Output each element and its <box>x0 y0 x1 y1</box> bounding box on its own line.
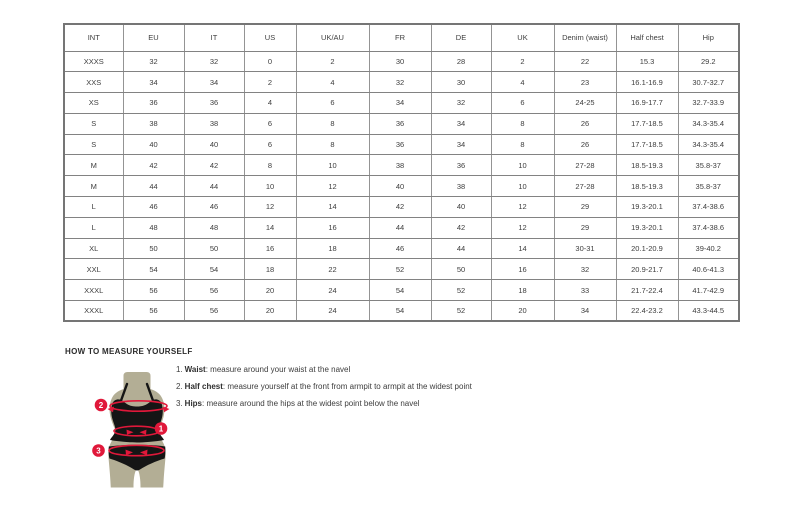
table-row <box>64 280 739 301</box>
table-cell: 42 <box>184 155 244 176</box>
table-cell: 44 <box>184 176 244 197</box>
measure-badge-chest <box>95 399 108 412</box>
table-cell: 33 <box>554 280 616 301</box>
table-cell: 20 <box>491 301 554 322</box>
step-number: 2. <box>176 382 183 391</box>
table-cell: 24 <box>296 280 369 301</box>
table-row <box>64 259 739 280</box>
table-cell: 12 <box>244 197 296 218</box>
table-cell: 21.7-22.4 <box>616 280 678 301</box>
table-cell: 20 <box>244 280 296 301</box>
step-text: : measure around the hips at the widest point below the navel <box>202 399 420 408</box>
step-label: Waist <box>184 365 206 374</box>
table-cell: 19.3-20.1 <box>616 217 678 238</box>
table-cell: 54 <box>369 280 431 301</box>
table-cell: 56 <box>123 280 184 301</box>
table-cell: 38 <box>369 155 431 176</box>
badge-number-chest: 2 <box>98 400 104 410</box>
table-cell: 50 <box>431 259 491 280</box>
table-cell: 35.8-37 <box>678 176 739 197</box>
table-cell: 40 <box>123 134 184 155</box>
table-cell: 26 <box>554 134 616 155</box>
mannequin-svg <box>79 369 189 501</box>
step-text: : measure around your waist at the navel <box>205 365 351 374</box>
size-chart-body <box>64 51 739 321</box>
column-header: UK <box>491 24 554 51</box>
table-cell: 44 <box>431 238 491 259</box>
table-cell: 16.9-17.7 <box>616 93 678 114</box>
table-cell: 8 <box>296 134 369 155</box>
table-cell: 20.1-20.9 <box>616 238 678 259</box>
table-cell: 34 <box>554 301 616 322</box>
table-cell: 43.3-44.5 <box>678 301 739 322</box>
column-header: EU <box>123 24 184 51</box>
table-cell: 12 <box>491 217 554 238</box>
column-header: Half chest <box>616 24 678 51</box>
table-cell: 16 <box>491 259 554 280</box>
table-cell: 10 <box>491 155 554 176</box>
table-cell: 2 <box>491 51 554 72</box>
table-cell: 56 <box>184 301 244 322</box>
table-cell: 16 <box>296 217 369 238</box>
table-cell: 40 <box>369 176 431 197</box>
table-cell: 50 <box>184 238 244 259</box>
table-row <box>64 217 739 238</box>
table-cell: 38 <box>123 113 184 134</box>
table-cell: 22.4-23.2 <box>616 301 678 322</box>
table-cell: 54 <box>369 301 431 322</box>
table-cell: 2 <box>296 51 369 72</box>
table-cell: 14 <box>244 217 296 238</box>
table-cell: S <box>64 134 123 155</box>
table-cell: 46 <box>369 238 431 259</box>
measure-step-waist <box>176 365 472 375</box>
table-cell: 10 <box>244 176 296 197</box>
table-cell: 17.7-18.5 <box>616 134 678 155</box>
table-cell: 36 <box>123 93 184 114</box>
badge-number-waist: 1 <box>158 424 164 434</box>
table-cell: 24-25 <box>554 93 616 114</box>
table-cell: 44 <box>123 176 184 197</box>
step-text: : measure yourself at the front from armpit to armpit at the widest point <box>222 382 472 391</box>
table-cell: 30-31 <box>554 238 616 259</box>
table-cell: 20.9-21.7 <box>616 259 678 280</box>
measure-step-hips <box>176 399 472 409</box>
measure-badge-hips <box>92 444 105 457</box>
column-header: Hip <box>678 24 739 51</box>
table-cell: 18 <box>296 238 369 259</box>
table-row <box>64 197 739 218</box>
table-cell: 32 <box>184 51 244 72</box>
table-cell: 4 <box>244 93 296 114</box>
table-cell: 56 <box>184 280 244 301</box>
table-cell: 30 <box>369 51 431 72</box>
step-label: Hips <box>184 399 203 408</box>
table-cell: 18 <box>491 280 554 301</box>
size-chart-table <box>63 23 740 322</box>
step-number: 3. <box>176 399 183 408</box>
table-cell: 44 <box>369 217 431 238</box>
table-cell: 37.4-38.6 <box>678 217 739 238</box>
table-cell: 32 <box>123 51 184 72</box>
table-cell: 22 <box>296 259 369 280</box>
table-cell: 2 <box>244 72 296 93</box>
mannequin-illustration <box>79 369 189 501</box>
table-cell: L <box>64 197 123 218</box>
table-cell: 32 <box>554 259 616 280</box>
table-cell: 52 <box>369 259 431 280</box>
table-cell: 28 <box>431 51 491 72</box>
table-cell: 34.3-35.4 <box>678 113 739 134</box>
table-cell: 24 <box>296 301 369 322</box>
table-cell: 40.6-41.3 <box>678 259 739 280</box>
table-cell: 23 <box>554 72 616 93</box>
table-cell: 18.5-19.3 <box>616 155 678 176</box>
table-row <box>64 134 739 155</box>
table-cell: 34 <box>184 72 244 93</box>
table-cell: 40 <box>184 134 244 155</box>
table-cell: 42 <box>369 197 431 218</box>
table-cell: 4 <box>491 72 554 93</box>
table-cell: XXXS <box>64 51 123 72</box>
table-cell: 19.3-20.1 <box>616 197 678 218</box>
table-cell: 52 <box>431 301 491 322</box>
measure-guide-title: HOW TO MEASURE YOURSELF <box>65 347 193 356</box>
table-cell: 20 <box>244 301 296 322</box>
header-row <box>64 24 739 51</box>
column-header: INT <box>64 24 123 51</box>
table-cell: 8 <box>296 113 369 134</box>
table-cell: 15.3 <box>616 51 678 72</box>
table-cell: 42 <box>123 155 184 176</box>
column-header: IT <box>184 24 244 51</box>
table-cell: 54 <box>184 259 244 280</box>
table-cell: 54 <box>123 259 184 280</box>
table-cell: 4 <box>296 72 369 93</box>
table-cell: XL <box>64 238 123 259</box>
table-cell: 6 <box>244 134 296 155</box>
table-cell: 46 <box>123 197 184 218</box>
table-cell: 32 <box>369 72 431 93</box>
table-row <box>64 51 739 72</box>
table-cell: 6 <box>491 93 554 114</box>
table-cell: 50 <box>123 238 184 259</box>
table-cell: 32 <box>431 93 491 114</box>
table-cell: L <box>64 217 123 238</box>
table-cell: XXS <box>64 72 123 93</box>
table-cell: 38 <box>431 176 491 197</box>
table-cell: 34 <box>431 113 491 134</box>
table-cell: M <box>64 155 123 176</box>
table-cell: 26 <box>554 113 616 134</box>
table-cell: 35.8-37 <box>678 155 739 176</box>
table-cell: S <box>64 113 123 134</box>
step-number: 1. <box>176 365 183 374</box>
table-cell: 48 <box>123 217 184 238</box>
table-cell: 36 <box>431 155 491 176</box>
badge-number-hips: 3 <box>96 446 101 456</box>
table-cell: 14 <box>296 197 369 218</box>
table-cell: 27-28 <box>554 155 616 176</box>
table-row <box>64 301 739 322</box>
table-cell: 10 <box>491 176 554 197</box>
table-cell: M <box>64 176 123 197</box>
table-row <box>64 93 739 114</box>
table-cell: 17.7-18.5 <box>616 113 678 134</box>
table-cell: XXL <box>64 259 123 280</box>
table-row <box>64 155 739 176</box>
table-cell: 37.4-38.6 <box>678 197 739 218</box>
table-cell: 30 <box>431 72 491 93</box>
table-cell: 0 <box>244 51 296 72</box>
table-cell: 52 <box>431 280 491 301</box>
table-cell: 10 <box>296 155 369 176</box>
size-chart-head <box>64 24 739 51</box>
table-cell: 40 <box>431 197 491 218</box>
column-header: Denim (waist) <box>554 24 616 51</box>
table-cell: 30.7-32.7 <box>678 72 739 93</box>
table-cell: 18.5-19.3 <box>616 176 678 197</box>
table-row <box>64 113 739 134</box>
table-cell: 32.7-33.9 <box>678 93 739 114</box>
column-header: US <box>244 24 296 51</box>
column-header: FR <box>369 24 431 51</box>
table-cell: 27-28 <box>554 176 616 197</box>
table-cell: 34.3-35.4 <box>678 134 739 155</box>
measure-badge-waist <box>155 422 168 435</box>
table-cell: 29 <box>554 217 616 238</box>
table-cell: XXXL <box>64 280 123 301</box>
table-cell: 36 <box>369 134 431 155</box>
table-row <box>64 176 739 197</box>
table-cell: 46 <box>184 197 244 218</box>
table-cell: 8 <box>491 134 554 155</box>
table-row <box>64 72 739 93</box>
table-cell: 18 <box>244 259 296 280</box>
table-cell: 14 <box>491 238 554 259</box>
table-cell: 6 <box>244 113 296 134</box>
table-cell: 8 <box>244 155 296 176</box>
measure-step-half-chest <box>176 382 472 392</box>
column-header: DE <box>431 24 491 51</box>
table-cell: 12 <box>491 197 554 218</box>
table-cell: 29 <box>554 197 616 218</box>
table-cell: 42 <box>431 217 491 238</box>
table-cell: 34 <box>369 93 431 114</box>
table-cell: 8 <box>491 113 554 134</box>
table-cell: 36 <box>369 113 431 134</box>
table-cell: 36 <box>184 93 244 114</box>
table-cell: 29.2 <box>678 51 739 72</box>
table-cell: 34 <box>431 134 491 155</box>
table-row <box>64 238 739 259</box>
table-cell: 48 <box>184 217 244 238</box>
table-cell: XS <box>64 93 123 114</box>
table-cell: XXXL <box>64 301 123 322</box>
table-cell: 34 <box>123 72 184 93</box>
table-cell: 39-40.2 <box>678 238 739 259</box>
column-header: UK/AU <box>296 24 369 51</box>
table-cell: 16 <box>244 238 296 259</box>
table-cell: 16.1-16.9 <box>616 72 678 93</box>
table-cell: 12 <box>296 176 369 197</box>
table-cell: 22 <box>554 51 616 72</box>
step-label: Half chest <box>184 382 223 391</box>
measure-steps-list <box>176 365 472 416</box>
table-cell: 6 <box>296 93 369 114</box>
table-cell: 41.7-42.9 <box>678 280 739 301</box>
table-cell: 38 <box>184 113 244 134</box>
table-cell: 56 <box>123 301 184 322</box>
